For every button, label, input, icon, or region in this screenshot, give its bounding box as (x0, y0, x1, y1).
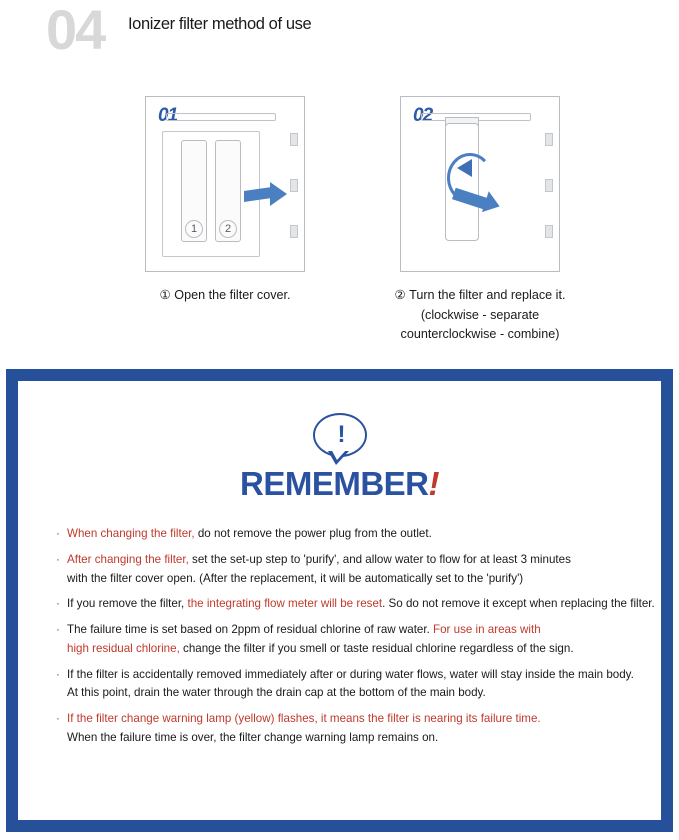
step-1-badge: 01 (158, 105, 178, 126)
page-title: Ionizer filter method of use (128, 15, 312, 33)
step-item-2 (360, 96, 600, 345)
note-bullet: · (56, 623, 60, 637)
remember-callout (6, 369, 673, 832)
note-continuation: At this point, drain the water through the drain cap at the bottom of the main body. (67, 686, 486, 700)
note-item (56, 710, 656, 748)
note-bullet: · (56, 667, 60, 681)
note-text-segment: set the set-up step to 'purify', and allow water to flow for at least 3 minutes (188, 552, 571, 566)
step-2-caption-line1: ② Turn the filter and replace it. (394, 288, 566, 302)
note-text-segment: After changing the filter, (67, 552, 189, 566)
remember-title-text: REMEMBER (239, 465, 429, 502)
step-item-1 (110, 96, 340, 306)
step-2-caption (360, 286, 600, 345)
note-text-segment: do not remove the power plug from the outlet. (194, 527, 432, 540)
speech-bubble-tail-inner-icon (331, 449, 347, 460)
note-bullet: · (56, 527, 60, 540)
note-item (56, 525, 656, 544)
note-item (56, 621, 656, 659)
note-item (56, 666, 656, 704)
cover-hinge-icon (290, 225, 298, 238)
rotate-arrow-up-icon (457, 159, 472, 177)
note-text-segment: For use in areas with (433, 623, 541, 637)
note-text-segment: If the filter is accidentally removed immediately after or during water flows, water will stay inside the main body. (67, 667, 634, 681)
cartridge-1-number: 1 (190, 223, 198, 235)
note-bullet: · (56, 552, 60, 566)
note-continuation: with the filter cover open. (After the replacement, it will be automatically set to the 'purify') (67, 571, 524, 585)
cover-hinge-icon (545, 225, 553, 238)
remember-title-mark: ! (428, 465, 439, 502)
remember-title (18, 465, 661, 503)
filter-cartridge-1 (181, 140, 207, 242)
notes-list (56, 525, 656, 755)
cartridge-2-number: 2 (224, 223, 232, 235)
note-text-segment: When changing the filter, (67, 527, 195, 540)
note-bullet: · (56, 712, 60, 726)
section-number: 04 (46, 0, 105, 61)
exclamation-mark-icon: ! (337, 421, 346, 448)
step-2-caption-line2: (clockwise - separate (420, 307, 540, 322)
step-1-illustration (145, 96, 305, 272)
note-item (56, 595, 656, 614)
remember-inner-panel (18, 381, 661, 820)
step-2-badge: 02 (413, 105, 433, 126)
note-continuation: When the failure time is over, the filter change warning lamp remains on. (67, 731, 439, 745)
step-1-caption-line: ① Open the filter cover. (159, 288, 291, 302)
note-continuation (67, 640, 656, 659)
note-text-segment: If the filter change warning lamp (yellow) flashes, it means the filter is nearing its failure time. (67, 712, 541, 726)
section-header (0, 0, 679, 72)
step-2-illustration (400, 96, 560, 272)
step-2-caption-line3: counterclockwise - combine) (400, 327, 560, 342)
step-1-caption (110, 286, 340, 306)
note-text-segment: The failure time is set based on 2ppm of residual chlorine of raw water. (67, 623, 434, 637)
note-item (56, 551, 656, 589)
device-top-bar (166, 113, 276, 121)
cover-hinge-icon (290, 179, 298, 192)
note-text-segment: . So do not remove it except when replacing the filter. (382, 597, 655, 611)
cover-hinge-icon (545, 133, 553, 146)
note-text-segment: the integrating flow meter will be reset (187, 597, 383, 611)
cover-hinge-icon (545, 179, 553, 192)
note-text-segment: If you remove the filter, (67, 597, 188, 611)
note-text-segment: high residual chlorine, (67, 641, 180, 655)
note-bullet: · (56, 597, 60, 611)
filter-cartridge-2 (215, 140, 241, 242)
note-text-segment: change the filter if you smell or taste residual chlorine regardless of the sign. (179, 641, 574, 655)
cover-hinge-icon (290, 133, 298, 146)
